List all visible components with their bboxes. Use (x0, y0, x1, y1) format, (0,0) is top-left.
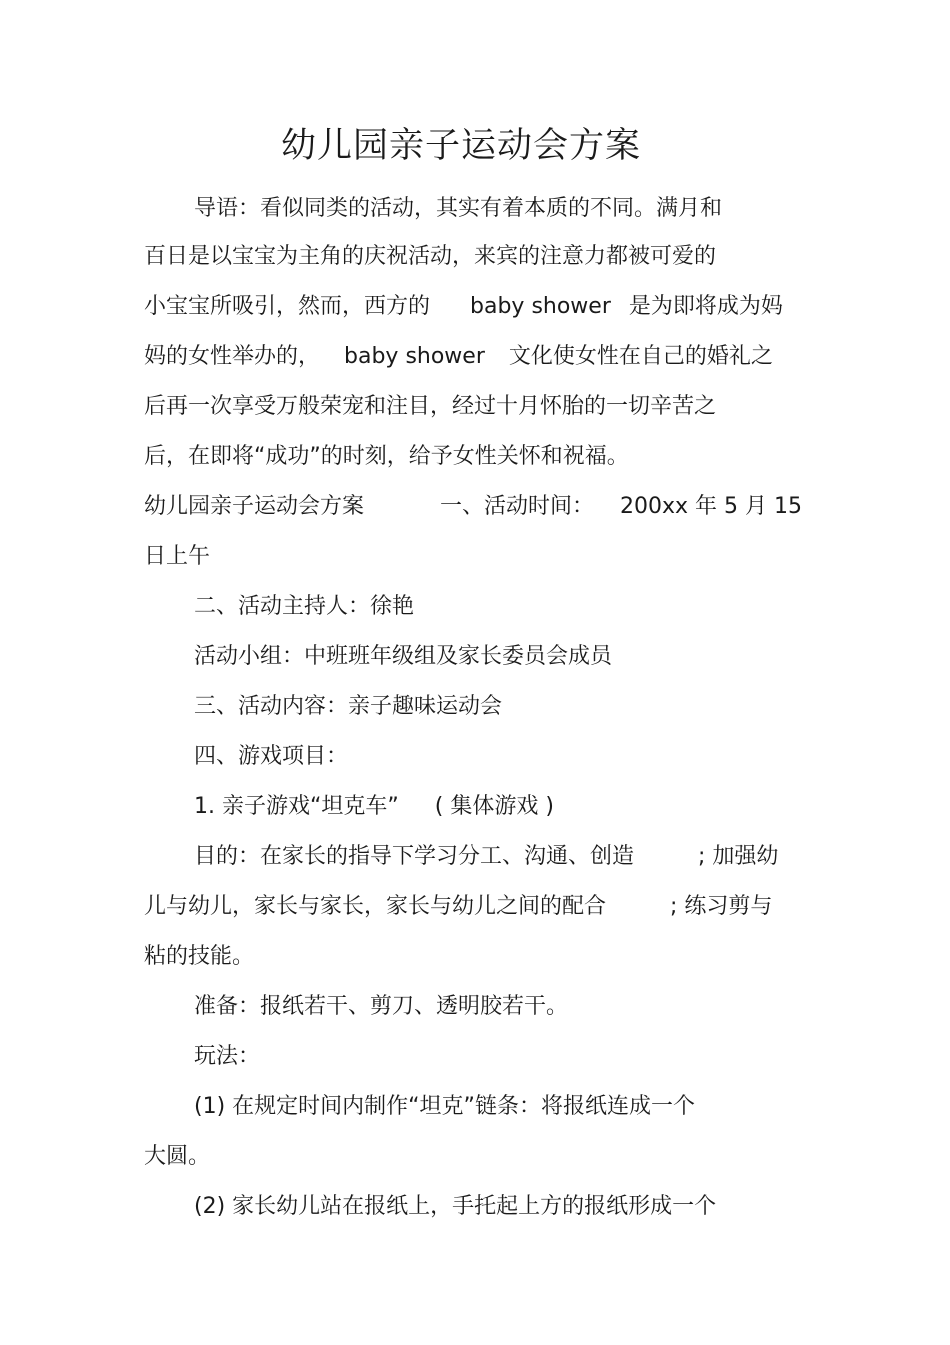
intro-line-4-english: baby shower (344, 344, 485, 369)
game1-title (194, 792, 554, 822)
game1-purpose-line-3: 粘的技能。 (144, 944, 255, 969)
host-line: 二、活动主持人：徐艳 (194, 594, 415, 619)
game1-purpose-l2-part-1: 儿与幼儿，家长与家长，家长与幼儿之间的配合 (144, 894, 607, 919)
intro-line-5: 后再一次享受万般荣宠和注目，经过十月怀胎的一切辛苦之 (144, 394, 717, 419)
group-line: 活动小组：中班班年级组及家长委员会成员 (194, 644, 613, 669)
game1-title-name: 1. 亲子游戏“坦克车” (194, 794, 399, 819)
content-line: 三、活动内容：亲子趣味运动会 (194, 694, 503, 719)
intro-line-4-part-1: 妈的女性举办的， (144, 344, 321, 369)
intro-line-4-part-3: 文化使女性在自己的婚礼之 (508, 344, 773, 369)
game1-step2-line-1: (2) 家长幼儿站在报纸上，手托起上方的报纸形成一个 (194, 1194, 717, 1219)
intro-line-3-part-3: 是为即将成为妈 (628, 294, 783, 319)
game1-purpose-l1-part-1: 目的：在家长的指导下学习分工、沟通、创造 (194, 844, 635, 869)
intro-line-1: 导语：看似同类的活动，其实有着本质的不同。满月和 (194, 196, 723, 221)
intro-line-4 (144, 342, 773, 372)
game1-step1-line-2: 大圆。 (144, 1144, 211, 1169)
game1-purpose-line-2 (144, 892, 772, 922)
intro-line-3-part-1: 小宝宝所吸引，然而，西方的 (144, 294, 431, 319)
intro-line-2: 百日是以宝宝为主角的庆祝活动，来宾的注意力都被可爱的 (144, 244, 717, 269)
game1-title-type: ( 集体游戏 ) (434, 794, 554, 819)
game1-step1-line-1: (1) 在规定时间内制作“坦克”链条：将报纸连成一个 (194, 1094, 695, 1119)
plan-line-1 (144, 492, 802, 522)
intro-line-3-english: baby shower (470, 294, 611, 319)
intro-line-3 (144, 292, 783, 322)
document-title: 幼儿园亲子运动会方案 (280, 126, 641, 166)
game1-purpose-l2-part-2: ; 练习剪与 (670, 894, 773, 919)
games-heading: 四、游戏项目： (194, 744, 349, 769)
activity-time-label: 一、活动时间： (440, 494, 595, 519)
game1-purpose-l1-part-2: ; 加强幼 (698, 844, 779, 869)
game1-method: 玩法： (194, 1044, 261, 1069)
game1-purpose-line-1 (194, 842, 778, 872)
activity-time-value: 200xx 年 5 月 15 (620, 494, 803, 519)
intro-line-6: 后，在即将“成功”的时刻，给予女性关怀和祝福。 (144, 444, 629, 469)
plan-line-2: 日上午 (144, 544, 211, 569)
plan-title-inline: 幼儿园亲子运动会方案 (144, 494, 365, 519)
game1-prep: 准备：报纸若干、剪刀、透明胶若干。 (194, 994, 569, 1019)
